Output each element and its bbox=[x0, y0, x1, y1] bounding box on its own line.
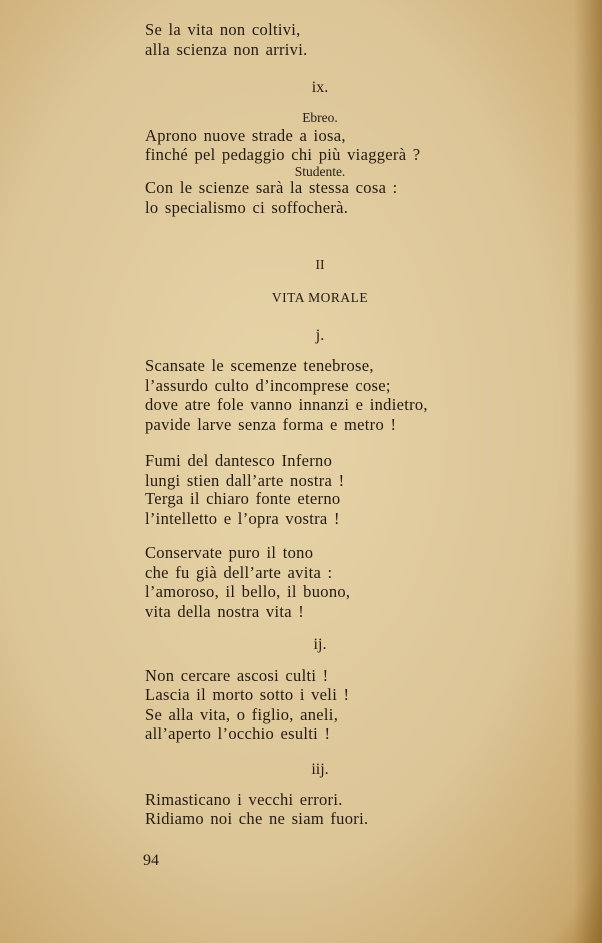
chapter-title: VITA MORALE bbox=[271, 290, 369, 305]
verse-line: l’assurdo culto d’incomprese cose; bbox=[145, 376, 391, 395]
verse-line: Scansate le scemenze tenebrose, bbox=[145, 356, 374, 375]
speaker-label: Studente. bbox=[294, 164, 346, 179]
verse-line: Ridiamo noi che ne siam fuori. bbox=[145, 809, 369, 828]
verse-line: Se la vita non coltivi, bbox=[145, 20, 301, 39]
section-heading: ix. bbox=[311, 79, 329, 96]
section-heading: iij. bbox=[311, 761, 329, 778]
verse-line: all’aperto l’occhio esulti ! bbox=[145, 724, 331, 743]
verse-line: finché pel pedaggio chi più viaggerà ? bbox=[145, 145, 421, 164]
verse-line: alla scienza non arrivi. bbox=[145, 40, 308, 59]
verse-line: che fu già dell’arte avita : bbox=[145, 563, 333, 582]
verse-line: l’amoroso, il bello, il buono, bbox=[145, 582, 351, 601]
section-heading: j. bbox=[315, 327, 325, 344]
verse-line: Aprono nuove strade a iosa, bbox=[145, 126, 346, 145]
verse-line: Non cercare ascosi culti ! bbox=[145, 666, 329, 685]
verse-line: Conservate puro il tono bbox=[145, 543, 314, 562]
verse-line: Terga il chiaro fonte eterno bbox=[145, 489, 341, 508]
verse-line: lungi stien dall’arte nostra ! bbox=[145, 471, 345, 490]
verse-line: l’intelletto e l’opra vostra ! bbox=[145, 509, 340, 528]
section-heading: ij. bbox=[313, 636, 327, 653]
verse-line: Lascia il morto sotto i veli ! bbox=[145, 685, 350, 704]
verse-line: lo specialismo ci soffocherà. bbox=[145, 198, 349, 217]
verse-line: Con le scienze sarà la stessa cosa : bbox=[145, 178, 398, 197]
page-number: 94 bbox=[143, 852, 159, 869]
verse-line: dove atre fole vanno innanzi e indietro, bbox=[145, 395, 428, 414]
page-edge-shadow bbox=[574, 0, 602, 943]
chapter-number: II bbox=[315, 257, 325, 272]
verse-line: pavide larve senza forma e metro ! bbox=[145, 415, 397, 434]
verse-line: Se alla vita, o figlio, aneli, bbox=[145, 705, 339, 724]
verse-line: vita della nostra vita ! bbox=[145, 602, 305, 621]
verse-line: Rimasticano i vecchi errori. bbox=[145, 790, 343, 809]
verse-line: Fumi del dantesco Inferno bbox=[145, 451, 333, 470]
speaker-label: Ebreo. bbox=[302, 110, 338, 125]
